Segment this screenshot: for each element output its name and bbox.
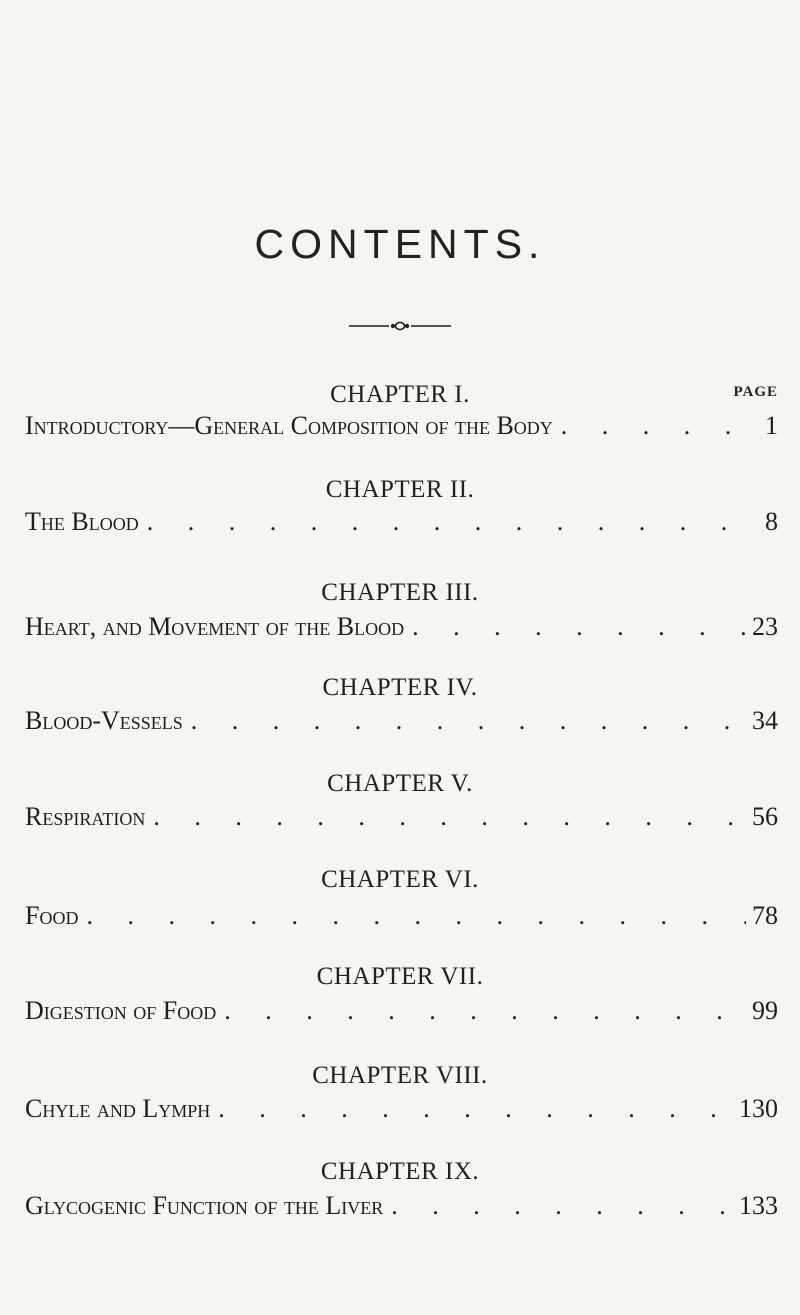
chapter-label: CHAPTER IV. [322, 674, 478, 701]
chapter-label: CHAPTER III. [321, 579, 479, 606]
dot-leader [553, 413, 759, 439]
chapter-title: Glycogenic Function of the Liver [25, 1191, 384, 1220]
toc-entry [25, 413, 778, 443]
toc-entry [25, 1096, 778, 1126]
chapter-title: Blood-Vessels [25, 706, 183, 735]
dot-leader [216, 998, 746, 1024]
ornament-divider-icon [349, 320, 451, 332]
page-column-label: PAGE [733, 384, 778, 400]
dot-leader [404, 614, 746, 640]
page-number: 56 [752, 802, 778, 831]
chapter-label: CHAPTER IX. [320, 1158, 480, 1185]
dot-leader [183, 708, 746, 734]
toc-entry [25, 1193, 778, 1223]
dot-leader [210, 1096, 733, 1122]
page-number: 23 [752, 612, 778, 641]
chapter-label: CHAPTER VI. [321, 866, 479, 893]
dot-leader [78, 903, 746, 929]
chapter-title: Respiration [25, 802, 146, 831]
dot-leader [383, 1193, 733, 1219]
chapter-title: Food [25, 901, 79, 930]
page-number: 130 [739, 1094, 778, 1123]
page-number: 99 [752, 996, 778, 1025]
chapter-title: Heart, and Movement of the Blood [25, 612, 405, 641]
toc-entry [25, 509, 778, 539]
page-number: 34 [752, 706, 778, 735]
chapter-title: Introductory—General Composition of the Body [25, 411, 553, 440]
chapter-title: Chyle and Lymph [25, 1094, 211, 1123]
page-number: 133 [739, 1191, 778, 1220]
contents-heading: CONTENTS. [254, 221, 546, 267]
page-number: 78 [752, 901, 778, 930]
chapter-label: CHAPTER VIII. [312, 1062, 488, 1089]
chapter-label: CHAPTER VII. [316, 963, 484, 990]
toc-entry [25, 708, 778, 738]
chapter-title: The Blood [25, 507, 139, 536]
chapter-label: CHAPTER I. [330, 381, 470, 408]
chapter-label: CHAPTER II. [325, 476, 475, 503]
page-number: 8 [765, 507, 778, 536]
toc-entry [25, 998, 778, 1028]
dot-leader [139, 509, 759, 535]
toc-entry [25, 804, 778, 834]
chapter-label: CHAPTER V. [327, 770, 473, 797]
toc-entry [25, 614, 778, 644]
chapter-title: Digestion of Food [25, 996, 217, 1025]
page-number: 1 [765, 411, 778, 440]
dot-leader [145, 804, 746, 830]
toc-entry [25, 903, 778, 933]
